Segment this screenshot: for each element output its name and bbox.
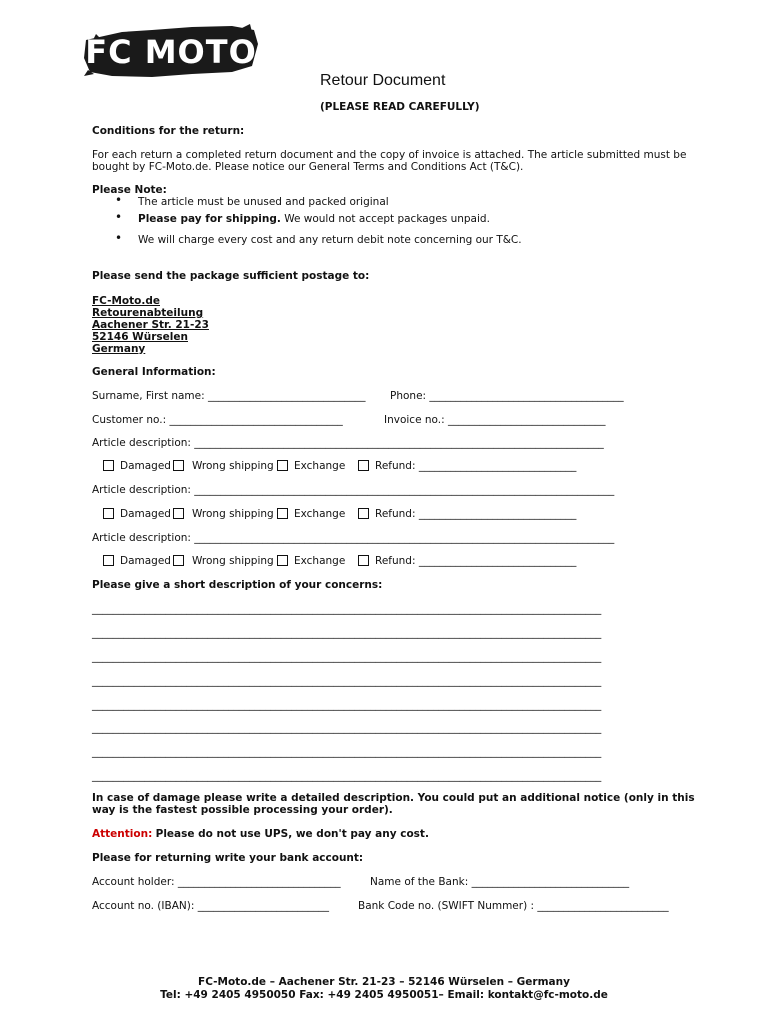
invoice-no-field[interactable]: Invoice no.: ______________________________ [384, 414, 606, 426]
address-line: FC-Moto.de [92, 295, 160, 307]
bank-name-field[interactable]: Name of the Bank: ______________________________ [370, 876, 630, 888]
wrong-shipping-checkbox[interactable] [173, 508, 184, 519]
document-subtitle: (PLEASE READ CAREFULLY) [320, 101, 480, 113]
damage-note-line1: In case of damage please write a detailed description. You could put an additional notice (only in this [92, 792, 695, 804]
concerns-line[interactable]: _________________________________________________________________________________________________ [92, 651, 602, 663]
refund-field[interactable]: Refund: ______________________________ [375, 555, 577, 567]
note-item-unused: The article must be unused and packed original [138, 196, 389, 208]
concerns-line[interactable]: _________________________________________________________________________________________________ [92, 627, 602, 639]
concerns-line[interactable]: _________________________________________________________________________________________________ [92, 722, 602, 734]
note-heading: Please Note: [92, 184, 167, 196]
exchange-label: Exchange [294, 460, 346, 472]
address-line: 52146 Würselen [92, 331, 188, 343]
wrong-shipping-label: Wrong shipping [192, 508, 274, 520]
address-line: Retourenabteilung [92, 307, 204, 319]
exchange-checkbox[interactable] [277, 555, 288, 566]
note-item-shipping-bold: Please pay for shipping. [138, 213, 281, 225]
conditions-text-line1: For each return a completed return document and the copy of invoice is attached. The article submitted must be [92, 149, 687, 161]
footer-address: FC-Moto.de – Aachener Str. 21-23 – 52146 Würselen – Germany [198, 976, 570, 988]
note-item-shipping-rest: We would not accept packages unpaid. [284, 213, 490, 225]
concerns-line[interactable]: _________________________________________________________________________________________________ [92, 603, 602, 615]
conditions-heading: Conditions for the return: [92, 125, 245, 137]
conditions-text-line2: bought by FC-Moto.de. Please notice our General Terms and Conditions Act (T&C). [92, 161, 524, 173]
refund-checkbox[interactable] [358, 460, 369, 471]
swift-field[interactable]: Bank Code no. (SWIFT Nummer) : _________________________ [358, 900, 669, 912]
fc-moto-logo [82, 22, 260, 80]
exchange-checkbox[interactable] [277, 508, 288, 519]
refund-checkbox[interactable] [358, 555, 369, 566]
phone-field[interactable]: Phone: _____________________________________ [390, 390, 624, 402]
wrong-shipping-label: Wrong shipping [192, 555, 274, 567]
address-line: Aachener Str. 21-23 [92, 319, 209, 331]
document-title: Retour Document [320, 72, 446, 89]
attention-label: Attention: [92, 828, 153, 840]
surname-field[interactable]: Surname, First name: ______________________________ [92, 390, 366, 402]
attention-text: Please do not use UPS, we don't pay any cost. [155, 828, 429, 840]
concerns-line[interactable]: _________________________________________________________________________________________________ [92, 675, 602, 687]
damaged-checkbox[interactable] [103, 508, 114, 519]
article-description-field[interactable]: Article description: ________________________________________________________________________________ [92, 484, 615, 496]
shipping-heading: Please send the package sufficient postage to: [92, 270, 370, 282]
general-heading: General Information: [92, 366, 216, 378]
note-item-costs: We will charge every cost and any return debit note concerning our T&C. [138, 234, 522, 246]
damaged-checkbox[interactable] [103, 460, 114, 471]
customer-no-field[interactable]: Customer no.: _________________________________ [92, 414, 343, 426]
return-address [92, 295, 209, 355]
refund-checkbox[interactable] [358, 508, 369, 519]
article-description-field[interactable]: Article description: ______________________________________________________________________________ [92, 437, 604, 449]
attention-note [92, 828, 429, 841]
wrong-shipping-checkbox[interactable] [173, 555, 184, 566]
iban-field[interactable]: Account no. (IBAN): _________________________ [92, 900, 329, 912]
damaged-label: Damaged [120, 555, 171, 567]
damaged-label: Damaged [120, 508, 171, 520]
refund-field[interactable]: Refund: ______________________________ [375, 460, 577, 472]
concerns-heading: Please give a short description of your concerns: [92, 579, 383, 591]
address-line: Germany [92, 343, 146, 355]
damaged-checkbox[interactable] [103, 555, 114, 566]
wrong-shipping-checkbox[interactable] [173, 460, 184, 471]
bank-heading: Please for returning write your bank account: [92, 852, 364, 864]
footer-contact: Tel: +49 2405 4950050 Fax: +49 2405 4950051– Email: kontakt@fc-moto.de [160, 989, 608, 1001]
wrong-shipping-label: Wrong shipping [192, 460, 274, 472]
exchange-label: Exchange [294, 508, 346, 520]
bullet-icon: • [115, 210, 123, 224]
account-holder-field[interactable]: Account holder: _______________________________ [92, 876, 341, 888]
concerns-line[interactable]: _________________________________________________________________________________________________ [92, 770, 602, 782]
article-description-field[interactable]: Article description: ________________________________________________________________________________ [92, 532, 615, 544]
exchange-checkbox[interactable] [277, 460, 288, 471]
logo-text: FC MOTO [85, 33, 257, 71]
damage-note-line2: way is the fastest possible processing your order). [92, 804, 393, 816]
refund-field[interactable]: Refund: ______________________________ [375, 508, 577, 520]
concerns-line[interactable]: _________________________________________________________________________________________________ [92, 699, 602, 711]
exchange-label: Exchange [294, 555, 346, 567]
bullet-icon: • [115, 231, 123, 245]
bullet-icon: • [115, 193, 123, 207]
concerns-line[interactable]: _________________________________________________________________________________________________ [92, 746, 602, 758]
damaged-label: Damaged [120, 460, 171, 472]
note-item-shipping [138, 213, 490, 226]
